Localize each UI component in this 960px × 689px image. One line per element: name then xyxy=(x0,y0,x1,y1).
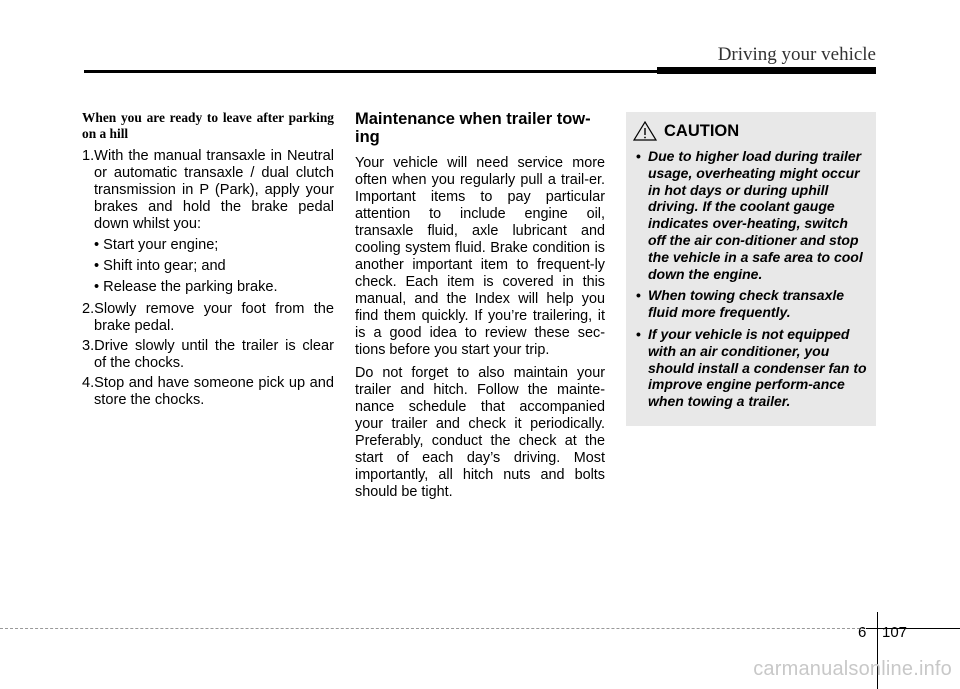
bullet-item: • Start your engine; xyxy=(94,237,219,253)
footer-rule xyxy=(866,628,960,629)
header-rule-accent xyxy=(657,67,876,74)
left-column xyxy=(82,110,334,411)
hill-leave-heading: When you are ready to leave after parking on a hill xyxy=(82,110,334,141)
maintenance-paragraph-1: Your vehicle will need service more often when you regularly pull a trail-er. Important items to pay particular attention to include engine oil, transaxle fluid, axle lubricant and cooling system fluid. Brake condition is another important item to frequent-ly check. Each item is covered in this manual, and the Index will help you find them quickly. If you’re trailering, it is a good idea to review these sec-tions before you start your trip. xyxy=(355,155,605,358)
maintenance-heading: Maintenance when trailer tow-ing xyxy=(355,110,591,146)
caution-item: • If your vehicle is not equipped with an air conditioner, you should install a condenser fan to improve engine perform-ance when towing a trailer. xyxy=(636,326,868,410)
caution-title: CAUTION xyxy=(664,121,740,140)
watermark: carmanualsonline.info xyxy=(753,658,952,680)
step-1: 1.With the manual transaxle in Neutral or automatic transaxle / dual clutch transmission in P (Park), apply your brakes and hold the brake pedal down whilst you: xyxy=(82,148,334,232)
caution-item: • Due to higher load during trailer usage, overheating might occur in hot days or during uphill driving. If the coolant gauge indicates over-heating, switch off the air con-ditioner and stop the vehicle in a safe area to cool down the engine. xyxy=(636,148,868,282)
middle-column xyxy=(355,110,605,507)
caution-header xyxy=(632,120,739,142)
chapter-number: 6 xyxy=(858,624,867,641)
step-3: 3.Drive slowly until the trailer is clear of the chocks. xyxy=(82,338,334,371)
maintenance-paragraph-2: Do not forget to also maintain your trailer and hitch. Follow the mainte-nance schedule that accompanied your trailer and check it periodically. Preferably, conduct the check at the start of each day’s driving. Most importantly, all hitch nuts and bolts should be tight. xyxy=(355,365,605,500)
section-title: Driving your vehicle xyxy=(717,44,876,65)
footer-dashed-rule xyxy=(0,628,865,629)
warning-triangle-icon xyxy=(632,120,658,142)
caution-box xyxy=(626,112,876,426)
bullet-item: • Shift into gear; and xyxy=(94,258,226,274)
step-1-bullets xyxy=(82,235,334,298)
caution-list xyxy=(636,148,868,415)
step-4: 4.Stop and have someone pick up and store the chocks. xyxy=(82,375,334,408)
caution-item: • When towing check transaxle fluid more frequently. xyxy=(636,287,868,321)
page-number: 107 xyxy=(882,624,908,641)
step-2: 2.Slowly remove your foot from the brake pedal. xyxy=(82,301,334,334)
bullet-item: • Release the parking brake. xyxy=(94,279,278,295)
